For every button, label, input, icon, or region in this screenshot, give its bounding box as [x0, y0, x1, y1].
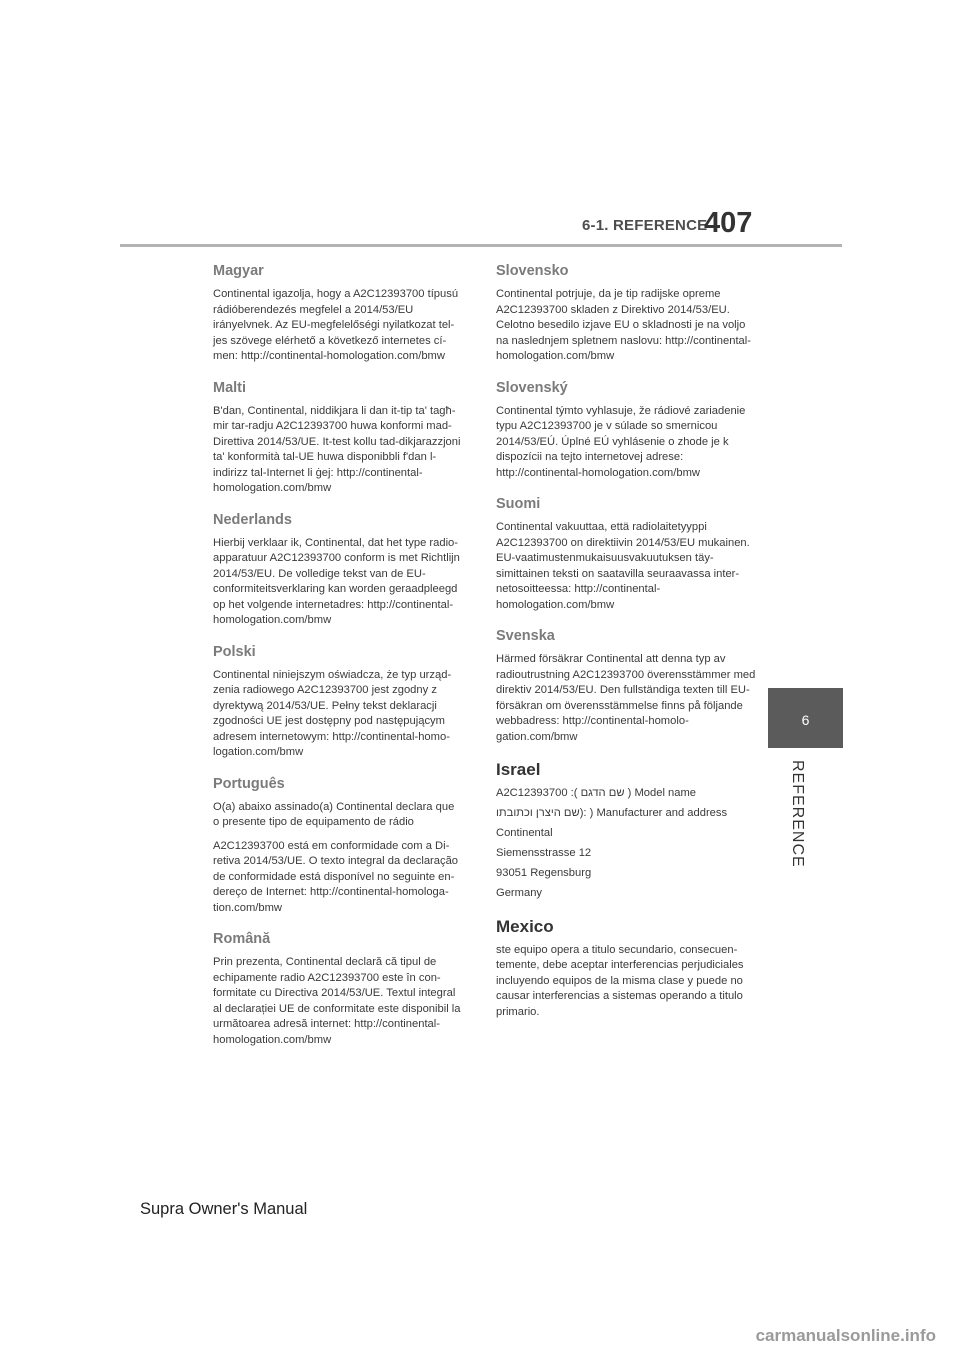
- language-section: [496, 495, 758, 613]
- watermark-text: carmanualsonline.info: [755, 1326, 936, 1345]
- language-heading: Magyar: [213, 263, 264, 279]
- language-section: [213, 262, 463, 365]
- declaration-paragraph: Continental igazolja, hogy a A2C12393700 típusú rádióberendezés megfelel a 2014/53/EU irányelvnek. Az EU-megfelelőségi nyilatkozat teljes szövege elérhető a következő internetes címen: http://continental-homologation.com/bmw: [213, 288, 459, 362]
- israel-line: שם היצרן וכתובתו): ) Manufacturer and address: [496, 807, 728, 819]
- language-section: [496, 262, 758, 365]
- declaration-paragraph: B'dan, Continental, niddikjara li dan it-tip ta' tagħmir tar-radju A2C12393700 huwa konformi mad-Direttiva 2014/53/UE. It-test kollu tad-dikjarazzjoni ta' konformità tal-UE huwa disponibbli f'dan l-indirizz tal-Internet li ġej: http://continental-homologation.com/bmw: [213, 404, 461, 494]
- declaration-paragraph: Härmed försäkrar Continental att denna typ av radioutrustning A2C12393700 överensstämmer med direktiv 2014/53/EU. Den fullständiga texten till EU-försäkran om överensstämmelse finns på följande webbadress: http://continental-homologation.com/bmw: [496, 653, 756, 743]
- declaration-paragraph: Hierbij verklaar ik, Continental, dat het type radioapparatuur A2C12393700 conform is met Richtlijn 2014/53/EU. De volledige tekst van de EU-conformiteitsverklaring kan worden geraadpleegd op het volgende internetadres: http://continental-homologation.com/bmw: [213, 536, 460, 626]
- israel-line: 93051 Regensburg: [496, 867, 592, 879]
- language-heading: Malti: [213, 379, 247, 396]
- declaration-paragraph: Continental týmto vyhlasuje, že rádiové zariadenie typu A2C12393700 je v súlade so smernicou 2014/53/EÚ. Úplné EÚ vyhlásenie o zhode je k dispozícii na tejto internetovej adrese: http://continental-homologation.com/bmw: [496, 404, 746, 479]
- language-section: [496, 627, 758, 745]
- mexico-section: [496, 916, 758, 1021]
- israel-line: Continental: [496, 827, 553, 839]
- declaration-paragraph: Continental potrjuje, da je tip radijske opreme A2C12393700 skladen z Direktivo 2014/53/EU. Celotno besedilo izjave EU o skladnosti je na voljo na naslednjem spletnem naslovu: http://continental-homologation.com/bmw: [496, 288, 751, 362]
- declaration-paragraph: Continental vakuuttaa, että radiolaitetyyppi A2C12393700 on direktiivin 2014/53/EU mukainen. EU-vaatimustenmukaisuusvakuutuksen täysimittainen teksti on saatavilla seuraavassa internetosoitteessa: http://continental-homologation.com/bmw: [496, 521, 750, 611]
- declaration-paragraph: Continental niniejszym oświadcza, że typ urządzenia radiowego A2C12393700 jest zgodny z dyrektywą 2014/53/UE. Pełny tekst deklaracji zgodności UE jest dostępny pod następującym adresem internetowym: http://continental-homologation.com/bmw: [213, 668, 452, 758]
- language-heading: Slovenský: [496, 379, 568, 396]
- footer-title: Supra Owner's Manual: [140, 1200, 308, 1218]
- section-title-israel: Israel: [496, 760, 541, 779]
- language-section: [213, 379, 463, 497]
- language-heading: Română: [213, 931, 271, 947]
- left-column: [213, 262, 463, 1062]
- mexico-paragraph: ste equipo opera a titulo secundario, consecuentemente, debe aceptar interferencias perjudiciales incluyendo equipos de la misma clase y puede no causar interferencias a sistemas operando a titulo primario.: [496, 943, 744, 1018]
- israel-line: A2C12393700 :( שם הדגם ) Model name: [496, 787, 697, 799]
- section-label: 6-1. REFERENCE: [582, 217, 708, 234]
- right-column: [496, 262, 758, 1034]
- israel-line: Siemensstrasse 12: [496, 847, 592, 859]
- language-heading: Português: [213, 775, 285, 792]
- language-section: [213, 930, 463, 1048]
- header-rule: [120, 244, 842, 247]
- language-heading: Svenska: [496, 628, 555, 644]
- section-title-mexico: Mexico: [496, 916, 554, 936]
- israel-section: [496, 759, 758, 902]
- declaration-paragraph: O(a) abaixo assinado(a) Continental declara que o presente tipo de equipamento de rádio: [213, 800, 455, 828]
- chapter-label: REFERENCE: [789, 760, 806, 868]
- language-section: [213, 511, 463, 629]
- language-section: [213, 775, 463, 917]
- language-section: [213, 643, 463, 761]
- language-heading: Nederlands: [213, 511, 292, 528]
- declaration-paragraph: Prin prezenta, Continental declară că tipul de echipamente radio A2C12393700 este în conformitate cu Directiva 2014/53/UE. Textul integral al declarației UE de conformitate este disponibil la următoarea adresă internet: http://continental-homologation.com/bmw: [213, 956, 461, 1046]
- language-heading: Suomi: [496, 496, 541, 512]
- chapter-tab[interactable]: [768, 688, 843, 748]
- page-number: 407: [704, 207, 753, 239]
- language-heading: Slovensko: [496, 263, 569, 279]
- israel-line: Germany: [496, 887, 543, 899]
- declaration-paragraph: A2C12393700 está em conformidade com a Diretiva 2014/53/UE. O texto integral da declaração de conformidade está disponível no seguinte endereço de Internet: http://continental-homologation.com/bmw: [213, 839, 459, 914]
- language-heading: Polski: [213, 643, 256, 660]
- chapter-number: 6: [801, 712, 810, 728]
- language-section: [496, 379, 758, 482]
